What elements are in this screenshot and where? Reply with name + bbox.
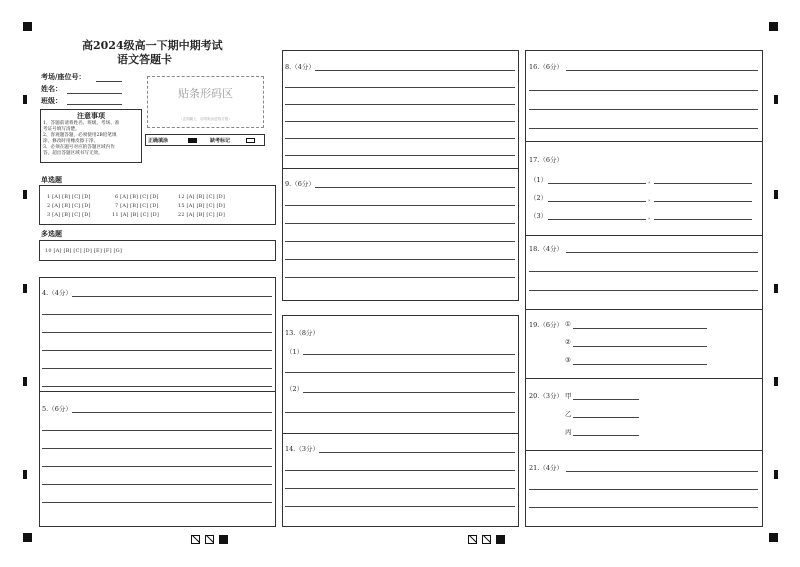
answer-line[interactable] [548,201,646,202]
question-label-q19-3: ③ [565,356,571,364]
notice-line: 1、答题前请将姓名、班级、考场、准 [43,121,120,126]
answer-line[interactable] [285,205,515,206]
question-label-q14: 14.（3分） [285,445,319,453]
answer-line[interactable] [42,386,272,387]
seat-field[interactable] [96,81,122,82]
section-divider [40,391,275,392]
answer-line[interactable] [285,277,515,278]
answer-line[interactable] [573,435,639,436]
single-choice-row[interactable]: 12 [A] [B] [C] [D] [178,194,226,200]
answer-line[interactable] [42,484,272,485]
section-divider [526,309,762,310]
answer-line[interactable] [42,368,272,369]
answer-line[interactable] [285,121,515,122]
page-marker-crossed [482,535,491,544]
name-label: 姓名： [41,84,62,93]
barcode-title: 贴条形码区 [178,87,233,100]
answer-line[interactable] [285,470,515,471]
answer-line[interactable] [319,452,515,453]
question-label-q13-1: （1） [286,348,304,356]
corner-mark-bottom-left [23,533,32,542]
answer-line[interactable] [42,350,272,351]
question-label-q16: 16.（6分） [529,63,563,71]
answer-line[interactable] [654,201,752,202]
answer-line[interactable] [42,502,272,503]
notice-line: 考证号填写清楚。 [43,127,80,132]
multi-choice-title: 多选题 [41,229,62,238]
answer-line[interactable] [285,104,515,105]
single-choice-row[interactable]: 3 [A] [B] [C] [D] [47,212,91,218]
notice-title: 注意事项 [77,111,105,120]
answer-line[interactable] [548,219,646,220]
question-label-q13: 13.（8分） [285,329,319,337]
timing-mark [774,95,778,104]
correct-fill-label: 正确填涂 [148,138,169,144]
page-marker-crossed [191,535,200,544]
comma-separator: ， [648,176,655,184]
answer-line[interactable] [42,448,272,449]
corner-mark-bottom-right [769,533,778,542]
timing-mark [23,377,27,386]
page-marker-crossed [468,535,477,544]
answer-line[interactable] [566,252,758,253]
answer-line[interactable] [529,90,758,91]
single-choice-row[interactable]: 6 [A] [B] [C] [D] [115,194,159,200]
answer-line[interactable] [529,489,758,490]
comma-separator: ， [648,212,655,220]
notice-line: 2、客观题答题，必须使用2B铅笔填 [43,133,117,138]
answer-line[interactable] [573,399,639,400]
notice-box [40,109,142,163]
absent-mark-checkbox[interactable] [246,138,255,143]
timing-mark [23,95,27,104]
answer-line[interactable] [42,430,272,431]
answer-line[interactable] [72,412,272,413]
answer-line[interactable] [285,259,515,260]
answer-box-q8-q9 [282,50,519,301]
question-label-q20-3: 丙 [565,428,572,436]
question-label-q20: 20.（3分） [529,392,563,400]
answer-line[interactable] [529,109,758,110]
answer-line[interactable] [315,70,515,71]
question-label-q9: 9.（6分） [285,180,315,188]
single-choice-title: 单选题 [41,175,62,184]
answer-line[interactable] [315,187,515,188]
fill-legend [145,134,265,146]
multi-choice-box [39,240,276,261]
answer-line[interactable] [654,219,752,220]
question-label-q17-2: （2） [530,194,548,202]
answer-line[interactable] [285,506,515,507]
answer-line[interactable] [566,471,758,472]
answer-line[interactable] [285,223,515,224]
answer-line[interactable] [285,412,515,413]
single-choice-row[interactable]: 7 [A] [B] [C] [D] [115,203,159,209]
answer-line[interactable] [573,328,707,329]
barcode-area [147,76,264,128]
answer-line[interactable] [529,128,758,129]
answer-line[interactable] [285,372,515,373]
answer-box-q13-q14 [282,315,519,527]
multi-choice-row[interactable]: 10 [A] [B] [C] [D] [E] [F] [G] [45,248,123,254]
comma-separator: ， [648,194,655,202]
answer-line[interactable] [529,507,758,508]
single-choice-row[interactable]: 2 [A] [B] [C] [D] [47,203,91,209]
answer-line[interactable] [285,241,515,242]
question-label-q8: 8.（4分） [285,63,315,71]
answer-line[interactable] [573,346,707,347]
notice-line: 3、必须在题号对应的答题区域内作 [43,145,115,150]
notice-line: 涂，修改时用橡皮擦干净。 [43,139,99,144]
timing-mark [23,470,27,479]
page-title: 高2024级高一下期中期考试 [82,39,223,52]
answer-line[interactable] [573,364,707,365]
answer-line[interactable] [42,314,272,315]
answer-line[interactable] [285,488,515,489]
section-divider [526,450,762,451]
correct-fill-sample [188,138,197,143]
absent-mark-label: 缺考标记 [210,138,231,144]
corner-mark-top-right [769,22,778,31]
timing-mark [23,284,27,293]
single-choice-row[interactable]: 11 [A] [B] [C] [D] [112,212,160,218]
question-label-q19-1: ① [565,320,571,328]
section-divider [283,433,518,434]
barcode-note: （正面朝上，切勿贴出虚线方框） [179,117,232,121]
section-divider [526,378,762,379]
question-label-q21: 21.（4分） [529,464,563,472]
corner-mark-top-left [23,22,32,31]
timing-mark [774,377,778,386]
seat-label: 考场/座位号： [41,72,86,81]
timing-mark [774,470,778,479]
class-label: 班级： [41,96,62,105]
page-marker-filled [219,535,228,544]
question-label-q20-1: 甲 [565,392,572,400]
page-marker-crossed [205,535,214,544]
single-choice-row[interactable]: 15 [A] [B] [C] [D] [178,203,226,209]
answer-line[interactable] [285,87,515,88]
single-choice-row[interactable]: 1 [A] [B] [C] [D] [47,194,91,200]
timing-mark [774,190,778,199]
question-label-q5: 5.（6分） [42,405,72,413]
section-divider [283,168,518,169]
question-label-q19-2: ② [565,338,571,346]
name-field[interactable] [67,93,122,94]
answer-line[interactable] [42,332,272,333]
answer-line[interactable] [285,155,515,156]
question-label-q18: 18.（4分） [529,245,563,253]
answer-line[interactable] [654,183,752,184]
question-label-q17-3: （3） [530,212,548,220]
class-field[interactable] [67,104,122,105]
section-divider [526,235,762,236]
question-label-q19: 19.（6分） [529,321,563,329]
page-subtitle: 语文答题卡 [117,53,172,66]
answer-line[interactable] [285,138,515,139]
question-label-q17-1: （1） [530,176,548,184]
answer-box-q16-q21 [525,50,763,527]
answer-line[interactable] [548,183,646,184]
question-label-q17: 17.（6分） [529,156,563,164]
answer-line[interactable] [303,354,515,355]
answer-line[interactable] [42,466,272,467]
answer-box-q4-q5 [39,277,276,527]
single-choice-row[interactable]: 22 [A] [B] [C] [D] [178,212,226,218]
timing-mark [23,190,27,199]
question-label-q4: 4.（4分） [42,289,72,297]
single-choice-box [39,185,276,225]
section-divider [526,141,762,142]
notice-line: 答，超出答题区域书写无效。 [43,151,103,156]
answer-line[interactable] [529,290,758,291]
timing-mark [774,284,778,293]
answer-line[interactable] [303,392,515,393]
question-label-q13-2: （2） [286,385,304,393]
answer-line[interactable] [573,417,639,418]
answer-line[interactable] [529,271,758,272]
answer-line[interactable] [72,296,272,297]
question-label-q20-2: 乙 [565,410,572,418]
page-marker-filled [496,535,505,544]
answer-line[interactable] [566,70,758,71]
